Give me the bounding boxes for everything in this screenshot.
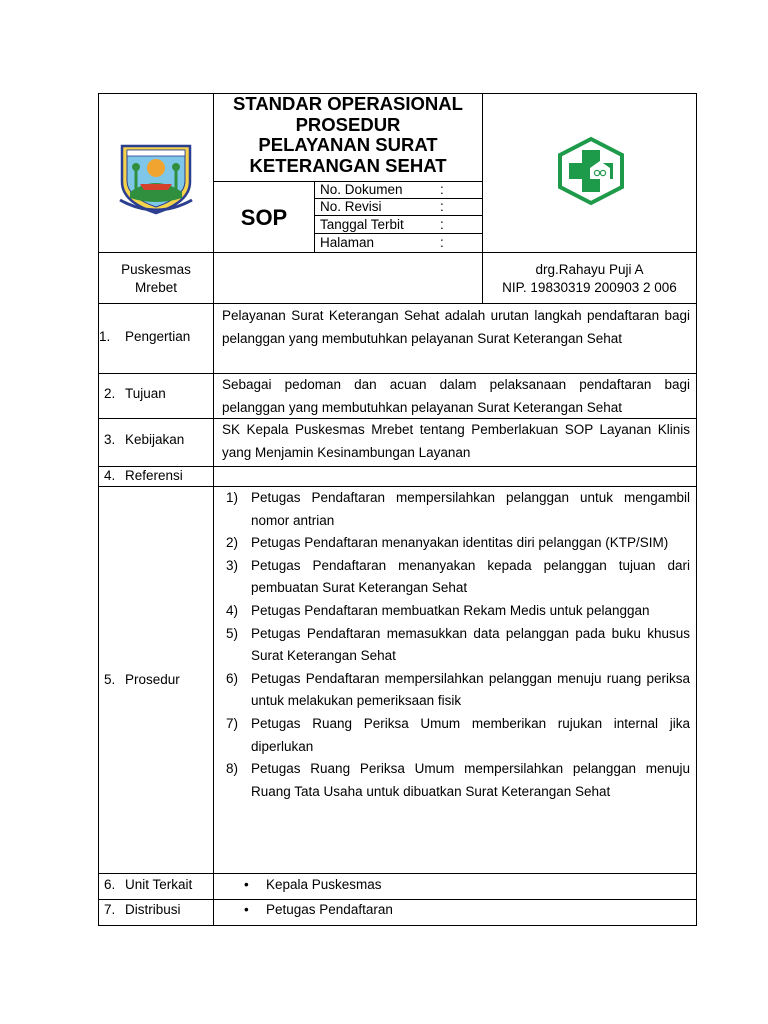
step-number: 6) — [226, 670, 239, 686]
step-number: 3) — [226, 557, 239, 573]
procedure-step — [226, 758, 690, 803]
section-number: 3. — [104, 432, 116, 447]
procedure-step — [226, 487, 690, 532]
meta-no-dokumen-label: No. Dokumen — [320, 182, 403, 197]
section-label-tujuan: Tujuan — [125, 386, 166, 401]
section-number: 1. — [99, 329, 111, 344]
step-number: 1) — [226, 490, 239, 505]
meta-no-revisi-label: No. Revisi — [320, 199, 382, 214]
procedure-step — [226, 713, 690, 758]
document-title — [214, 94, 482, 176]
bullet-item — [244, 877, 382, 892]
signer-name: drg.Rahayu Puji A — [535, 262, 644, 277]
step-number: 8) — [226, 761, 239, 777]
meta-halaman-colon: : — [440, 235, 444, 250]
organization-line: Puskesmas — [121, 262, 191, 277]
title-line: STANDAR OPERASIONAL — [233, 93, 463, 114]
step-number: 2) — [226, 535, 239, 551]
signer-nip: NIP. 19830319 200903 2 006 — [502, 280, 677, 295]
bullet-text: Kepala Puskesmas — [266, 877, 382, 892]
step-text: Petugas Ruang Periksa Umum mempersilahkan pelanggan menuju Ruang Tata Usaha untuk dibuatkan Surat Keterangan Sehat — [251, 761, 690, 799]
section-number: 5. — [104, 672, 116, 687]
section-label-pengertian: Pengertian — [125, 329, 191, 344]
organization-line: Mrebet — [134, 280, 178, 295]
meta-no-revisi-colon: : — [440, 199, 444, 214]
meta-tanggal-terbit-colon: : — [440, 217, 444, 232]
title-line: PROSEDUR — [295, 113, 401, 135]
sop-label: SOP — [240, 205, 288, 230]
procedure-step — [226, 623, 690, 668]
bullet-text: Petugas Pendaftaran — [266, 902, 393, 917]
section-label-referensi: Referensi — [125, 468, 183, 483]
step-text: Petugas Pendaftaran menanyakan kepada pelanggan tujuan dari pembuatan Surat Keterangan Sehat — [251, 557, 690, 596]
section-label-unit-terkait: Unit Terkait — [125, 877, 193, 892]
section-number: 7. — [104, 902, 116, 917]
step-text: Petugas Pendaftaran memasukkan data pelanggan pada buku khusus Surat Keterangan Sehat — [251, 625, 690, 664]
puskesmas-cross-icon — [556, 136, 626, 206]
step-number: 4) — [226, 602, 239, 618]
section-label-kebijakan: Kebijakan — [125, 432, 185, 447]
section-label-distribusi: Distribusi — [125, 902, 181, 917]
bullet-icon: • — [244, 902, 249, 917]
step-text: Petugas Ruang Periksa Umum memberikan rujukan internal jika diperlukan — [251, 715, 690, 754]
step-text: Petugas Pendaftaran mempersilahkan pelanggan untuk mengambil nomor antrian — [251, 490, 690, 528]
title-line: PELAYANAN SURAT — [258, 134, 438, 155]
procedure-steps — [226, 487, 690, 803]
procedure-step — [226, 555, 690, 600]
section-text-pengertian: Pelayanan Surat Keterangan Sehat adalah urutan langkah pendaftaran bagi pelanggan yang membutuhkan pelayanan Surat Keterangan Sehat — [222, 308, 690, 346]
meta-no-dokumen-colon: : — [440, 182, 444, 197]
section-number: 2. — [104, 386, 116, 401]
procedure-step — [226, 532, 690, 555]
step-text: Petugas Pendaftaran menanyakan identitas diri pelanggan (KTP/SIM) — [251, 535, 669, 551]
bullet-icon: • — [244, 877, 249, 892]
step-text: Petugas Pendaftaran mempersilahkan pelanggan menuju ruang periksa untuk melakukan pemeriksaan fisik — [251, 670, 690, 709]
organization-name — [99, 261, 213, 297]
procedure-step — [226, 668, 690, 713]
procedure-step — [226, 600, 690, 623]
regency-emblem-icon — [116, 140, 196, 216]
step-number: 7) — [226, 715, 239, 731]
bullet-item — [244, 902, 393, 917]
step-text: Petugas Pendaftaran membuatkan Rekam Medis untuk pelanggan — [251, 602, 650, 618]
section-text-tujuan: Sebagai pedoman dan acuan dalam pelaksanaan pendaftaran bagi pelanggan yang membutuhkan pelayanan Surat Keterangan Sehat — [222, 377, 690, 415]
section-text-kebijakan: SK Kepala Puskesmas Mrebet tentang Pemberlakuan SOP Layanan Klinis yang Menjamin Kesinambungan Layanan — [222, 422, 690, 460]
signer-block — [483, 261, 696, 297]
step-number: 5) — [226, 625, 239, 641]
title-line: KETERANGAN SEHAT — [249, 154, 447, 176]
section-number: 4. — [104, 468, 116, 483]
section-label-prosedur: Prosedur — [125, 672, 180, 687]
meta-tanggal-terbit-label: Tanggal Terbit — [320, 217, 404, 232]
meta-halaman-label: Halaman — [320, 235, 375, 250]
section-number: 6. — [104, 877, 116, 892]
